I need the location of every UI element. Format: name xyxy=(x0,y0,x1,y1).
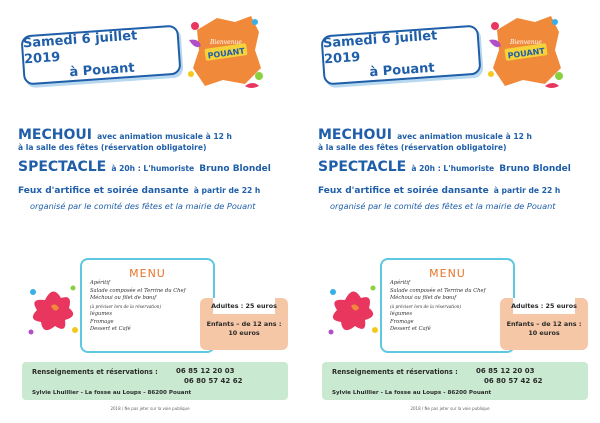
organizer-line: organisé par le comité des fêtes et la mairie de Pouant xyxy=(330,201,556,211)
fireworks-line xyxy=(18,178,260,197)
menu-item: Fromage xyxy=(90,318,114,325)
price-kids-line-1: Enfants – de 12 ans : xyxy=(206,320,282,328)
spectacle-detail: à 20h : L'humoriste xyxy=(411,164,495,173)
date-banner xyxy=(20,25,181,86)
date-line-2: à Pouant xyxy=(68,60,136,81)
menu-title: MENU xyxy=(429,267,466,280)
pouant-logo xyxy=(185,10,265,90)
pouant-logo xyxy=(485,10,565,90)
address: Sylvie Lhuillier - La fosse au Loups - 86200 Pouant xyxy=(32,390,192,396)
logo-script: Bienvenue xyxy=(210,39,242,46)
organizer-line: organisé par le comité des fêtes et la mairie de Pouant xyxy=(30,201,256,211)
menu-item: Apéritif xyxy=(390,280,410,286)
logo-text: POUANT xyxy=(507,46,546,61)
menu-title: MENU xyxy=(129,267,166,280)
footer-note: 2018 / Ne pas jeter sur la voie publique xyxy=(110,406,190,411)
paint-splash-icon xyxy=(325,280,380,340)
price-kids-line-1: Enfants – de 12 ans : xyxy=(506,320,582,328)
spectacle-line xyxy=(18,156,271,175)
price-kids-line-2: 10 euros xyxy=(228,329,260,337)
info-label: Renseignements et réservations : xyxy=(32,368,158,376)
fireworks-title: Feux d'artifice et soirée dansante xyxy=(18,186,189,196)
phone-1: 06 85 12 20 03 xyxy=(476,367,535,375)
menu-list xyxy=(390,280,510,334)
mechoui-line xyxy=(318,124,532,143)
info-box xyxy=(22,362,288,400)
menu-item: (à préciser lors de la réservation) xyxy=(390,304,462,310)
price-adults: Adultes : 25 euros xyxy=(513,298,575,314)
price-kids xyxy=(500,320,588,338)
menu-item: Salade composée et Terrine du Chef xyxy=(390,287,486,294)
date-line-1: Samedi 6 juillet 2019 xyxy=(22,28,138,68)
menu-item: Dessert et Café xyxy=(90,326,131,333)
price-kids xyxy=(200,320,288,338)
menu-box xyxy=(380,258,515,353)
price-box xyxy=(500,298,588,350)
fireworks-detail: à partir de 22 h xyxy=(493,186,561,195)
comedian-name: Bruno Blondel xyxy=(499,164,571,174)
mechoui-detail: avec animation musicale à 12 h xyxy=(97,132,232,141)
date-banner xyxy=(320,25,481,86)
logo-script: Bienvenue xyxy=(510,39,542,46)
menu-item: légumes xyxy=(390,310,413,317)
menu-list xyxy=(90,280,210,334)
menu-item: Salade composée et Terrine du Chef xyxy=(90,287,186,294)
menu-item: (à préciser lors de la réservation) xyxy=(90,304,162,310)
comedian-name: Bruno Blondel xyxy=(199,164,271,174)
phone-1: 06 85 12 20 03 xyxy=(176,367,235,375)
menu-item: légumes xyxy=(90,310,113,317)
paint-splash-icon xyxy=(25,280,80,340)
phone-2: 06 80 57 42 62 xyxy=(484,377,543,385)
logo-text: POUANT xyxy=(207,46,246,61)
phone-2: 06 80 57 42 62 xyxy=(184,377,243,385)
flyer-right xyxy=(300,0,600,423)
price-adults: Adultes : 25 euros xyxy=(213,298,275,314)
spectacle-detail: à 20h : L'humoriste xyxy=(111,164,195,173)
address: Sylvie Lhuillier - La fosse au Loups - 86200 Pouant xyxy=(332,390,492,396)
fireworks-detail: à partir de 22 h xyxy=(193,186,261,195)
menu-item: Dessert et Café xyxy=(390,326,431,333)
spectacle-title: SPECTACLE xyxy=(318,159,407,175)
price-box xyxy=(200,298,288,350)
info-box xyxy=(322,362,588,400)
venue-line: à la salle des fêtes (réservation obligatoire) xyxy=(18,143,207,152)
fireworks-line xyxy=(318,178,560,197)
menu-item: Apéritif xyxy=(90,280,110,286)
mechoui-detail: avec animation musicale à 12 h xyxy=(397,132,532,141)
fireworks-title: Feux d'artifice et soirée dansante xyxy=(318,186,489,196)
price-kids-line-2: 10 euros xyxy=(528,329,560,337)
spectacle-title: SPECTACLE xyxy=(18,159,107,175)
mechoui-title: MECHOUI xyxy=(318,127,392,143)
footer-note: 2018 / Ne pas jeter sur la voie publique xyxy=(410,406,490,411)
menu-item: Fromage xyxy=(390,318,414,325)
menu-box xyxy=(80,258,215,353)
mechoui-title: MECHOUI xyxy=(18,127,92,143)
info-label: Renseignements et réservations : xyxy=(332,368,458,376)
spectacle-line xyxy=(318,156,571,175)
menu-item: Méchoui ou filet de bœuf xyxy=(390,295,457,302)
date-line-2: à Pouant xyxy=(368,60,436,81)
venue-line: à la salle des fêtes (réservation obligatoire) xyxy=(318,143,507,152)
date-line-1: Samedi 6 juillet 2019 xyxy=(322,28,438,68)
menu-item: Méchoui ou filet de bœuf xyxy=(90,295,157,302)
mechoui-line xyxy=(18,124,232,143)
